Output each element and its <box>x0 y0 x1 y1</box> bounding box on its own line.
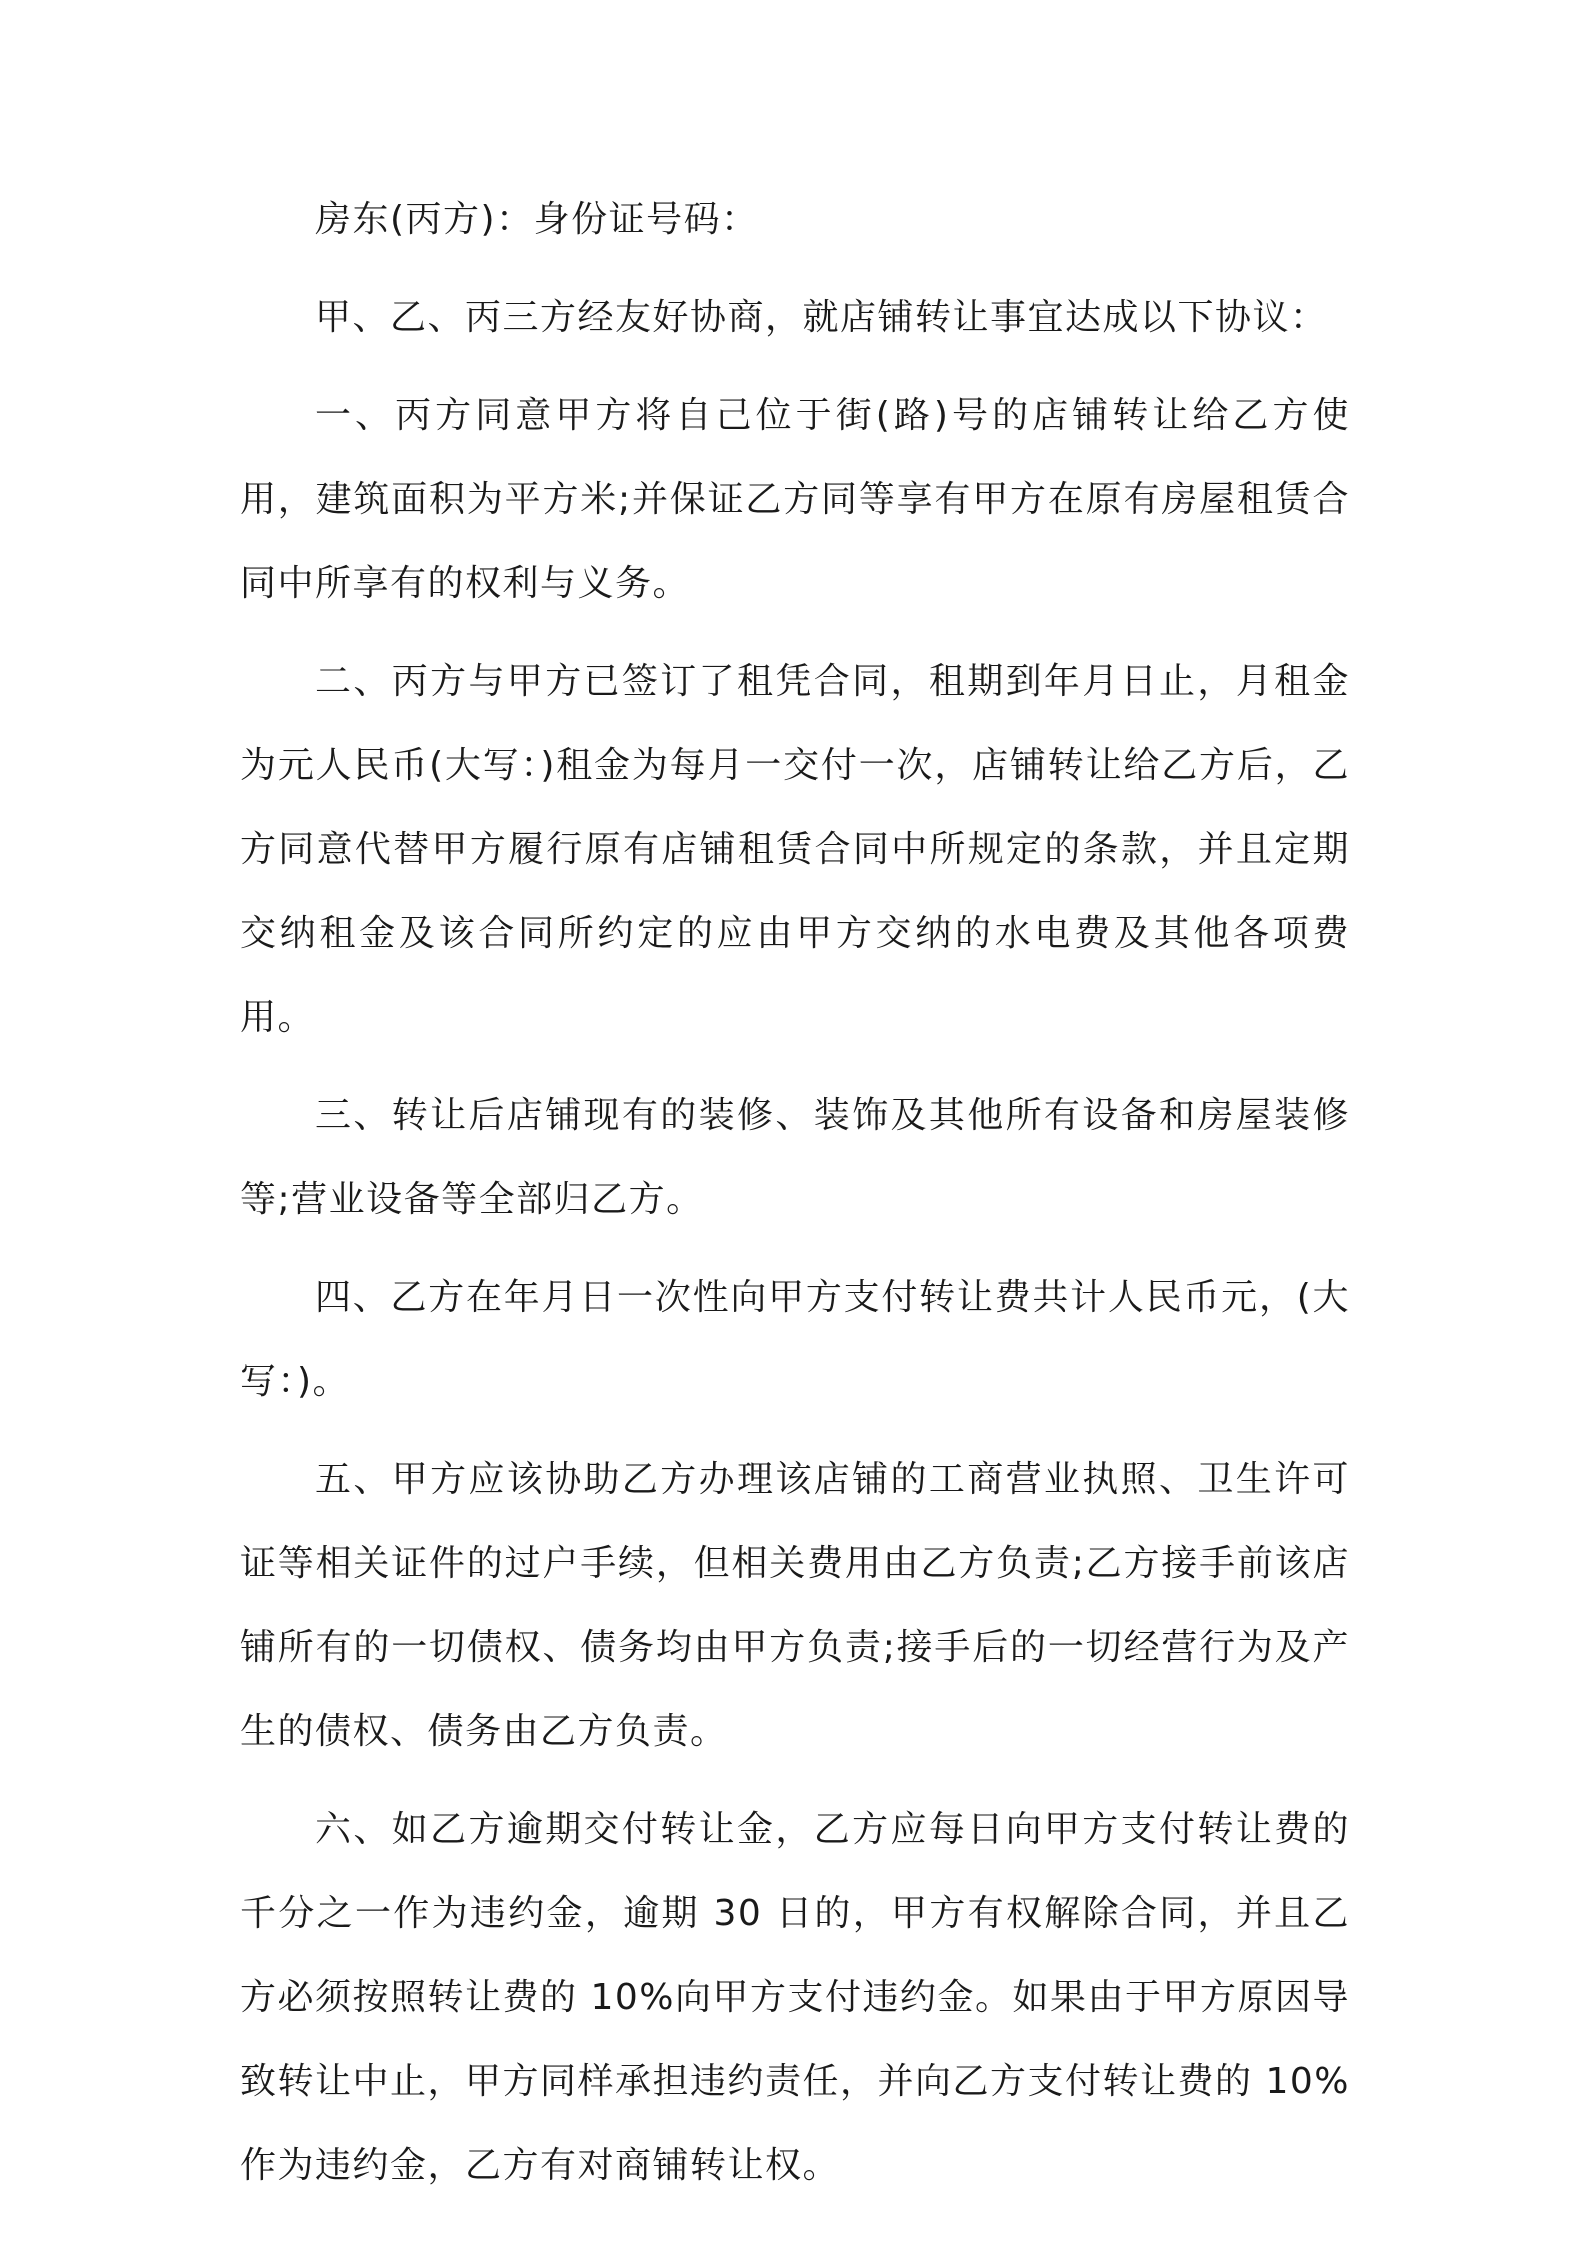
clause-2: 二、丙方与甲方已签订了租凭合同，租期到年月日止，月租金为元人民币(大写：)租金为每月一交付一次，店铺转让给乙方后，乙方同意代替甲方履行原有店铺租赁合同中所规定的条款，并且定期交纳租金及该合同所约定的应由甲方交纳的水电费及其他各项费用。 <box>240 661 1350 1038</box>
clause-6: 六、如乙方逾期交付转让金，乙方应每日向甲方支付转让费的千分之一作为违约金，逾期 30 日的，甲方有权解除合同，并且乙方必须按照转让费的 10%向甲方支付违约金。如果由于甲方原因导致转让中止，甲方同样承担违约责任，并向乙方支付转让费的 10%作为违约金，乙方有对商铺转让权。 <box>240 1809 1350 2186</box>
clause-1: 一、丙方同意甲方将自己位于街(路)号的店铺转让给乙方使用，建筑面积为平方米;并保证乙方同等享有甲方在原有房屋租赁合同中所享有的权利与义务。 <box>240 395 1350 604</box>
landlord-id-line: 房东(丙方)：身份证号码： <box>315 199 759 240</box>
clause-3: 三、转让后店铺现有的装修、装饰及其他所有设备和房屋装修等;营业设备等全部归乙方。 <box>240 1095 1350 1220</box>
agreement-preamble: 甲、乙、丙三方经友好协商，就店铺转让事宜达成以下协议： <box>315 297 1328 338</box>
document-page <box>240 178 1350 2222</box>
clause-4: 四、乙方在年月日一次性向甲方支付转让费共计人民币元，(大写：)。 <box>240 1277 1350 1402</box>
clause-5: 五、甲方应该协助乙方办理该店铺的工商营业执照、卫生许可证等相关证件的过户手续，但相关费用由乙方负责;乙方接手前该店铺所有的一切债权、债务均由甲方负责;接手后的一切经营行为及产生的债权、债务由乙方负责。 <box>240 1459 1350 1752</box>
